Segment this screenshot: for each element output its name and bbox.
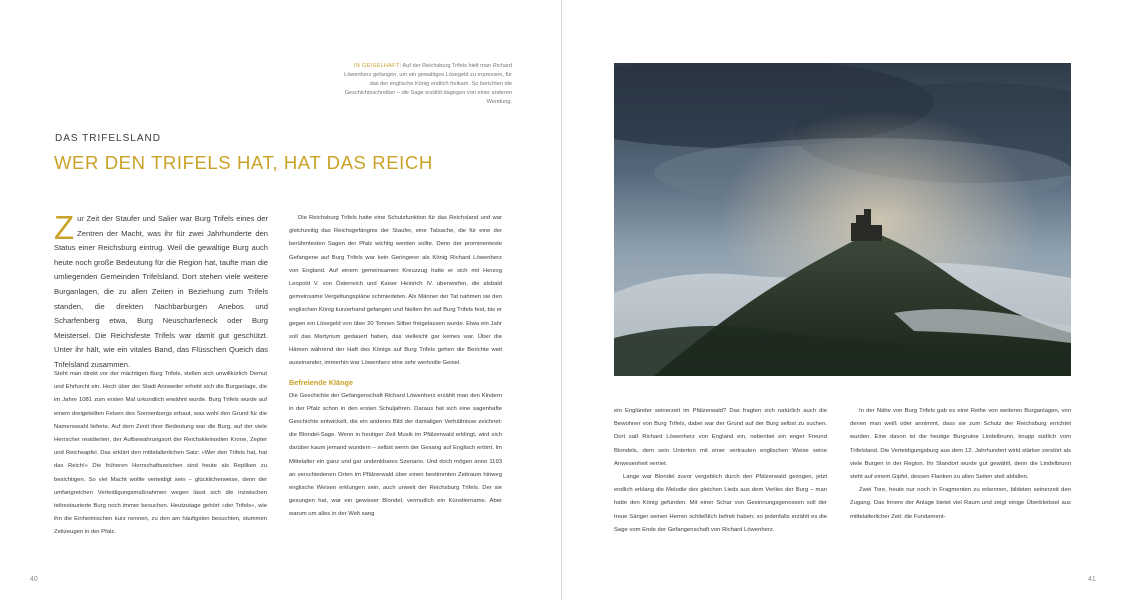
lead-paragraph (54, 209, 268, 373)
drop-cap: Z (54, 209, 75, 246)
page-number-right: 41 (1088, 576, 1096, 583)
body-paragraph: ein Engländer seinerzeit im Pfälzerwald? Das fragten sich natürlich auch die Bewohner von Burg Trifels, dabei war der Grund auf der Burg selbst zu suchen. Dort saß Richard Löwenherz von England ein, nebenbei ein enger Freund Blondels, dem sein Unterton mit einer vertrauten englischen Weise seine Anwesenheit verriet. (614, 408, 827, 467)
left-page (0, 0, 561, 600)
body-paragraph: Lange war Blondel zuvor vergeblich durch den Pfälzerwald gezogen, jetzt endlich erklang die Melodie des gleichen Lieds aus dem Verlies der Burg – man hatte den König gefunden. Mit einer Schar von Gesinnungsgenossen soll der treue Sänger seinen Herren schließlich befreit haben; so jedenfalls erzählt es die Sage vom Ende der Gefangenschaft von Richard Löwenherz. (614, 474, 827, 533)
castle-on-misty-hill-image (614, 63, 1071, 376)
caption-lead: IN GEISELHAFT (353, 63, 400, 69)
chapter-kicker: DAS TRIFELSLAND (55, 133, 161, 144)
caption-text: : Auf der Reichsburg Trifels hielt man Richard Löwenherz gefangen, um ein gewaltiges Lösegeld zu erpressen, für das der englische König endlich freikam. So berichten die Geschichtsschreiber – die Sage erzählt dagegen von einer anderen Wendung. (344, 63, 512, 105)
body-paragraph: Zwei Tore, heute nur noch in Fragmenten zu erkennen, bildeten seinerzeit den Zugang. Das Innere der Anlage bietet viel Raum und zeigt einige Überbleibsel aus mittelalterlicher Zeit: die Fundament- (850, 487, 1071, 520)
body-paragraph: Die Reichsburg Trifels hatte eine Schutzfunktion für das Reichsland und war gleichzeitig das Reichsgefängnis der Staufer, eine Tatsache, die für eine der berühmtesten Sagen der Pfalz wichtig werden sollte. Denn der prominenteste Gefangene auf Burg Trifels war kein Geringerer als König Richard Löwenherz von England. Auf einem gemeinsamen Kreuzzug hatte er sich mit Herzog Leopold V. von Österreich und Kaiser Heinrich IV. überworfen, die alsbald gemeinsame Vergeltungspläne schmiedeten. Als Männer der Tat nahmen sie den englischen König kurzerhand gefangen und hielten ihn auf Burg Trifels fest, bis er gegen ein Lösegeld von über 20 Tonnen Silber freigelassen wurde. Etwa ein Jahr soll das Martyrium gedauert haben, das vielleicht gar keines war. Über die Hämen während der Haft des Königs auf Burg Trifels gehen die Berichte weit auseinander, immerhin war Löwenherz eine sehr wertvolle Geisel. (289, 215, 502, 367)
castle-photo (614, 63, 1071, 376)
section-subhead: Befreiende Klänge (289, 378, 354, 388)
photo-caption (340, 62, 512, 107)
page-number-left: 40 (30, 576, 38, 583)
left-column-2 (289, 212, 502, 522)
right-column-2 (850, 405, 1071, 524)
left-column-1 (54, 368, 267, 540)
article-title: WER DEN TRIFELS HAT, HAT DAS REICH (54, 152, 433, 173)
lead-text: ur Zeit der Staufer und Salier war Burg Trifels eines der Zentren der Macht, was ihr für zwei Jahrhunderte den Status einer Reichsburg eintrug. Weil die gewaltige Burg auch heute noch große Bedeutung für die Region hat, taufte man die umliegenden Gemeinden Trifelsland. Dort stehen viele weitere Burganlagen, die zu allen Zeiten in Beziehung zum Trifels standen, die direkten Nachbarburgen Anebos und Scharfenberg etwa, Burg Neuscharfeneck oder Burg Meistersel. Die Reichsfeste Trifels war damit gut geschützt. Unter ihr hält, wie ein vitales Band, das Flüsschen Queich das Trifelsland zusammen. (54, 214, 268, 369)
body-paragraph: In der Nähe von Burg Trifels gab es eine Reihe von weiteren Burganlagen, von denen man weiß oder annimmt, dass sie zum Schutz der Reichsburg errichtet wurden. Eine davon ist die heutige Burgruine Lindelbrunn, knapp südlich vom Trifelsland. Die Verteidigungsburg aus dem 12. Jahrhundert wirkt stärker zerstört als viele Burgen in der Region. Ihr Standort wurde gut gewählt, denn die Lindelbrunn steht auf einem Gipfel, dessen Flanken zu allen Seiten steil abfallen. (850, 408, 1071, 481)
right-column-1 (614, 405, 827, 537)
body-paragraph: Steht man direkt vor der mächtigen Burg Trifels, stellen sich unwillkürlich Demut und Ehrfurcht ein. Hoch über der Stadt Annweiler erhebt sich die Burganlage, die im Jahre 1081 zum ersten Mal urkundlich erwähnt wurde. Burg Trifels wurde auf einem dreigeteilten Felsen des Sonnenbergs erbaut, was wohl den Grund für die Namenswahl lieferte. Auf dem Zenit ihrer Bedeutung war die Burg, auf der viele Herrscher residierten, der Aufbewahrungsort der Reichskleinodien Krone, Zepter und Reichsapfel. Das erklärt den mittelalterlichen Satz: »Wer den Trifels hat, hat das Reich!« Die früheren Herrschaftszeichen sind heute als Repliken zu besichtigen. So viel Macht wollte verteidigt sein – glücklicherweise, denn der umfangreichen Verteidigungsmaßnahmen wegen lässt sich die inzwischen teilrestaurierte Burg noch immer besuchen. Heutzutage gehört »der Trifels«, wie ihn die Einheimischen kurz nennen, zu den am häufigsten besuchten, stummen Zeitzeugen in der Pfalz. (54, 371, 267, 536)
body-paragraph: Die Geschichte der Gefangenschaft Richard Löwenherz erzählt man den Kindern in der Pfalz schon in den ersten Schuljahren. Daraus hat sich eine sagenhafte Geschichte entwickelt, die ein anderes Bild der damaligen Verhältnisse zeichnet: die Blondel-Sage. Wenn in heutiger Zeit Musik im Pfälzerwald erklingt, wird sich darüber kaum jemand wundern – selbst wenn der Gesang auf Englisch ertönt. Im Mittelalter ein ganz und gar undenkbares Szenario. Und doch mögen anno 1193 an verschiedenen Orten im Pfälzerwald über einen bestimmten Zeitraum hinweg englische Weisen erklungen sein, auch unweit der Reichsburg Trifels. Der sie gesungen hat, war ein gewisser Blondel, vermutlich ein Künstlername. Aber warum um alles in der Welt sang (289, 392, 502, 518)
